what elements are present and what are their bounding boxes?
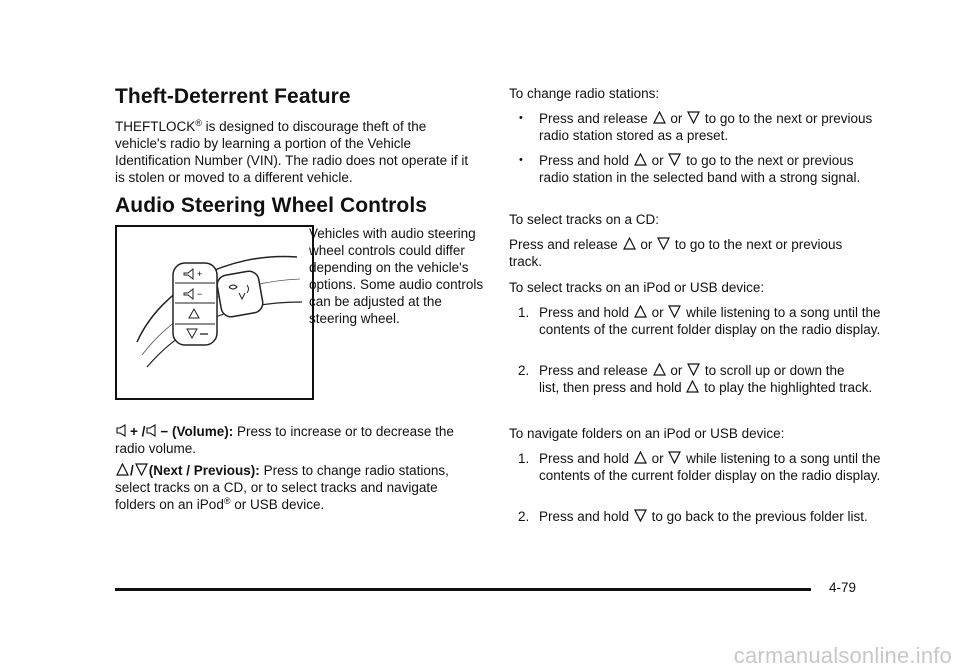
numbered-step (509, 304, 884, 338)
cd-text-a: Press and release (509, 237, 618, 252)
volume-label: − (Volume): (160, 424, 234, 439)
next-icon (116, 463, 129, 476)
step-text-a: Press and release (539, 363, 648, 378)
previous-icon (657, 237, 670, 250)
cd-text-b: to go to the next or previous track. (509, 237, 843, 269)
next-icon (653, 363, 666, 376)
bullet-text-a: Press and hold (539, 153, 630, 168)
step-text-c: list, then press and hold (539, 380, 682, 395)
theftlock-paragraph (115, 118, 480, 186)
bullet-text-b: to go to the next or previous radio station in the selected band with a strong signal. (539, 153, 861, 185)
step-or: or (670, 363, 683, 378)
previous-icon (668, 451, 681, 464)
previous-icon (668, 153, 681, 166)
next-icon (634, 305, 647, 318)
svg-text:+: + (197, 269, 203, 279)
folder-intro: To navigate folders on an iPod or USB device: (509, 426, 785, 441)
next-icon (686, 380, 699, 393)
ipod-intro: To select tracks on an iPod or USB device: (509, 280, 765, 295)
previous-icon (668, 305, 681, 318)
step-text-b: to scroll up or down the (704, 363, 845, 378)
radio-intro: To change radio stations: (509, 86, 660, 101)
step-text-a: Press and hold (539, 451, 630, 466)
bullet-dot: • (519, 154, 523, 166)
cd-or: or (640, 237, 653, 252)
bullet-item (509, 110, 879, 144)
heading-audio-steering-wheel-controls: Audio Steering Wheel Controls (115, 194, 428, 217)
step-text-b: to go back to the previous folder list. (651, 509, 868, 524)
next-previous-label: (Next / Previous): (148, 463, 260, 478)
bullet-item (509, 152, 879, 186)
step-text-d: to play the highlighted track. (704, 380, 873, 395)
volume-speaker-icon (146, 424, 159, 437)
footer-rule (115, 588, 811, 591)
theftlock-brand: THEFTLOCK (115, 119, 196, 134)
next-sep: / (130, 463, 134, 478)
numbered-step (509, 508, 884, 525)
volume-text: Press to increase or to decrease the radio volume. (115, 424, 454, 456)
svg-text:−: − (197, 289, 203, 299)
step-text-b: while listening to a song until the contents of the current folder display on the radio display. (539, 305, 881, 337)
volume-label-plus: + / (130, 424, 146, 439)
next-icon (623, 237, 636, 250)
cd-intro: To select tracks on a CD: (509, 212, 660, 227)
watermark: carmanualsonline.info (733, 643, 952, 668)
step-or: or (651, 305, 664, 320)
bullet-text-b: to go to the next or previous radio station stored as a preset. (539, 111, 873, 143)
bullet-or: or (670, 111, 683, 126)
numbered-step (509, 362, 884, 396)
volume-speaker-icon (116, 424, 129, 437)
step-number: 1. (518, 305, 530, 320)
next-icon (653, 111, 666, 124)
previous-icon (634, 509, 647, 522)
step-text-b: while listening to a song until the contents of the current folder display on the radio display. (539, 451, 881, 483)
bullet-text-a: Press and release (539, 111, 648, 126)
registered-mark: ® (195, 118, 202, 128)
next-icon (634, 451, 647, 464)
bullet-or: or (651, 153, 664, 168)
next-icon (634, 153, 647, 166)
next-previous-text: Press to change radio stations, select tracks on a CD, or to select tracks and navigate folders on an iPod (115, 463, 449, 512)
previous-icon (135, 463, 148, 476)
previous-icon (687, 363, 700, 376)
bullet-dot: • (519, 112, 523, 124)
step-text-a: Press and hold (539, 509, 630, 524)
step-number: 2. (518, 363, 530, 378)
next-previous-text-end: or USB device. (234, 497, 325, 512)
volume-description (115, 423, 480, 457)
step-text-a: Press and hold (539, 305, 630, 320)
registered-mark: ® (223, 496, 231, 506)
page-number: 4-79 (829, 580, 857, 595)
next-previous-description (115, 462, 480, 513)
figure-caption: Vehicles with audio steering wheel controls could differ depending on the vehicle's options. Some audio controls can be adjusted at the steering wheel. (309, 226, 484, 326)
steering-wheel-controls-figure (115, 225, 314, 400)
previous-icon (687, 111, 700, 124)
theftlock-body: is designed to discourage theft of the vehicle's radio by learning a portion of the Vehicle Identification Number (VIN). The radio does not operate if it is stolen or moved to a different vehicle. (115, 119, 469, 185)
cd-instruction (509, 236, 864, 270)
step-number: 1. (518, 451, 530, 466)
steering-wheel-illustration (117, 227, 312, 398)
step-number: 2. (518, 509, 530, 524)
numbered-step (509, 450, 884, 484)
step-or: or (651, 451, 664, 466)
heading-theft-deterrent: Theft-Deterrent Feature (115, 85, 351, 108)
